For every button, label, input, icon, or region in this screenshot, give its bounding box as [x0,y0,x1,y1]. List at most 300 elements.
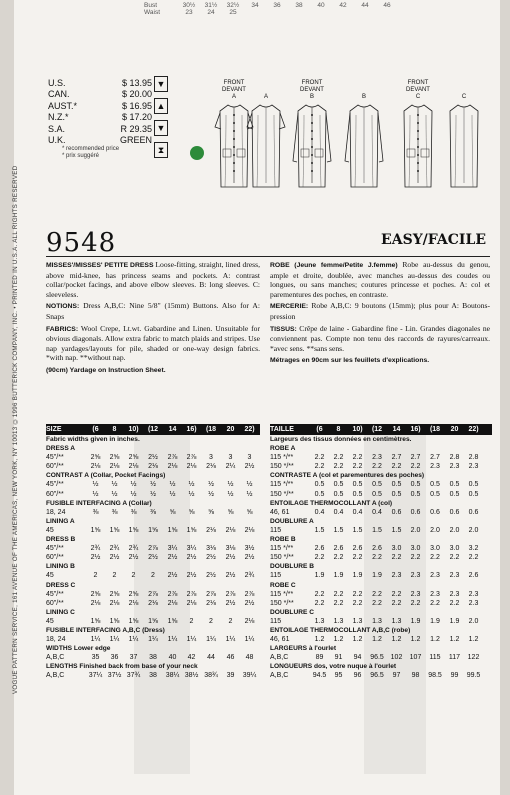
yardage-cell: 0.4 [333,508,344,516]
yardage-cell: 2½ [186,572,197,580]
fabric-width: 150 */** [270,463,294,471]
yardage-cell: 1¼ [244,636,255,644]
yardage-cell: 2.2 [430,554,440,562]
yardage-cell: 2⅛ [186,599,197,607]
table-header [270,424,492,435]
yardage-cell: 1¼ [148,636,158,644]
table-row [46,462,260,471]
yardage-cell: ½ [227,481,234,489]
waist-size: 23 [185,9,193,16]
yardage-cell: 1.2 [410,636,421,644]
yardage-cell: ⅝ [188,508,195,516]
yardage-cell: 102 [390,654,403,662]
yardage-cell: 1⅝ [90,617,101,625]
yardage-cell: 2½ [225,599,236,607]
yardage-cell: 2⅝ [128,454,139,462]
fabric-width: 46, 61 [270,636,290,644]
yardage-cell: 2.2 [333,590,344,598]
fabrics-heading: FABRICS: [46,325,79,333]
yardage-cell: 39 [226,672,235,680]
table-row [270,508,492,517]
column-header: 20 [226,426,235,433]
yardage-cell: 2.3 [430,463,440,471]
yardage-cell: 2½ [225,554,236,562]
yardage-cell: 0.6 [391,508,402,516]
yardage-cell: 0.5 [449,490,460,498]
table-row [270,526,492,535]
yardage-cell: 2.3 [468,463,479,471]
yardage-cell: 2 [228,617,233,625]
table-row [270,553,492,562]
table-row [270,599,492,608]
yardage-cell: 1.2 [430,636,440,644]
section-heading: DOUBLURE B [270,563,314,571]
yardage-cell: 2.8 [468,454,479,462]
yardage-cell: 96.5 [370,654,384,662]
yardage-cell: 1.2 [333,636,344,644]
price-note-fr: * prix suggéré [62,153,100,160]
yardage-cell: 2½ [186,554,197,562]
yardage-cell: 2¾ [128,545,139,553]
dress-drawing-a [246,80,286,190]
pattern-envelope-back [14,0,500,795]
yardage-cell: 1.9 [333,572,344,580]
section-heading: FUSIBLE INTERFACING A (Collar) [46,499,152,507]
yardage-cell: 48 [245,654,254,662]
yardage-cell: 0.5 [391,490,402,498]
column-header: (18 [429,426,441,433]
price-value: $ 20.00 [121,89,152,100]
yardage-cell: 2.2 [391,554,402,562]
yardage-cell: 2.2 [333,463,344,471]
yardage-cell: ½ [169,481,176,489]
yardage-cell: 0.5 [391,481,402,489]
yardage-cell: 3 [247,454,252,462]
yardage-cell: 0.5 [372,490,382,498]
yardage-cell: 2¾ [90,545,101,553]
yardage-cell: ⅝ [227,508,234,516]
yardage-cell: 2⅞ [244,590,255,598]
fabric-width: 45 [46,572,54,580]
yardage-cell: ½ [208,490,214,498]
yardage-cell: 1.2 [314,636,325,644]
table-row [46,544,260,553]
price-country: CAN. [48,89,70,100]
table-row [46,653,260,662]
view-letter: C [415,94,421,100]
price-row [48,89,152,100]
yardage-cell: ½ [208,481,214,489]
fabric-width: A,B,C [46,672,65,680]
yardage-cell: 2⅛ [128,463,139,471]
yardage-cell: 2½ [128,554,139,562]
yardage-cell: 0.5 [449,481,460,489]
column-header: 16) [410,426,421,433]
yardage-cell: 2⅞ [186,454,197,462]
column-header: (12 [371,426,383,433]
yardage-cell: 1.3 [372,617,382,625]
section-heading: LINING C [46,608,75,616]
yardage-cell: 40 [168,654,177,662]
bust-size: 32½ [226,2,240,9]
yardage-table-en [46,424,260,681]
yardage-cell: ½ [246,490,253,498]
bust-label: Bust [144,2,158,9]
yardage-cell: ⅜ [111,508,118,516]
table-row [46,480,260,489]
yardage-cell: 35 [91,654,100,662]
column-header: 14 [392,426,401,433]
section-heading: Fabric widths given in inches. [46,436,140,443]
fabric-width: 45"/** [46,454,64,462]
yardage-cell: 3.0 [391,545,402,553]
column-header: 10) [352,426,363,433]
yardage-cell: 2⅞ [167,454,178,462]
table-row [46,490,260,499]
yardage-cell: 42 [187,654,196,662]
fabric-width: 18, 24 [46,508,66,516]
section-heading: FUSIBLE INTERFACING A,B,C (Dress) [46,626,165,634]
price-value: R 29.35 [120,123,152,134]
yardage-cell: ⅜ [92,508,99,516]
column-header: 22) [244,426,255,433]
fabric-width: 60"/** [46,599,64,607]
yardage-cell: 2.2 [352,554,363,562]
yardage-cell: 2¾ [109,545,120,553]
yardage-cell: 2.3 [372,454,382,462]
yardage-cell: 2.6 [333,545,344,553]
yardage-cell: 1.2 [372,636,382,644]
yardage-cell: 0.5 [410,490,421,498]
bust-size: 38 [295,2,303,9]
table-row [46,553,260,562]
section-heading: LARGEURS à l'ourlet [270,645,337,653]
yardage-cell: 96 [353,672,362,680]
yardage-cell: 2½ [148,454,158,462]
dress-title-fr: ROBE (Jeune femme/Petite J.femme) [270,262,398,269]
dress-sketch [398,101,438,189]
description-en [46,260,260,378]
description-fr [270,260,490,368]
yardage-cell: 2½ [244,554,255,562]
yardage-cell: 2.2 [391,463,402,471]
yardage-cell: 2.2 [352,454,363,462]
yardage-cell: ½ [111,481,118,489]
yardage-cell: 3¼ [167,545,178,553]
view-label-devant [444,87,484,94]
yardage-cell: 1.5 [391,526,402,534]
fabric-width: A,B,C [46,654,65,662]
yardage-cell: ½ [227,490,234,498]
yardage-cell: 2.6 [314,545,325,553]
column-header: 20 [450,426,459,433]
yardage-cell: 2⅞ [186,590,197,598]
view-label-devant: DEVANT [300,87,324,93]
yardage-cell: 1¼ [206,636,216,644]
yardage-cell: 1⅝ [148,526,158,534]
yardage-cell: ½ [169,490,176,498]
fabric-width: 115 */** [270,545,294,553]
yardage-cell: ⅝ [246,508,253,516]
section-heading: LINING A [46,517,75,525]
fabrics-text: Wool Crepe, Lt.wt. Gabardine and Linen. Unsuitable for obvious diagonals. Allow extra fabric to match plaids and stripes. Use nap yardages/layouts for pile, shaded or one-way design fabrics. *with nap. **without nap. [46,323,260,363]
yardage-cell: ½ [246,481,253,489]
yardage-cell: 0.6 [430,508,440,516]
price-list [48,78,152,160]
dress-drawing-c [444,80,484,190]
section-heading: ENTOILAGE THERMOCOLLANT A (col) [270,499,393,507]
yardage-cell: ½ [111,490,118,498]
divider [46,256,490,257]
yardage-cell: 2⅛ [225,526,236,534]
yardage-cell: 2⅛ [186,463,197,471]
yardage-cell: 2⅛ [90,463,101,471]
yardage-cell: 2.3 [468,599,479,607]
yardage-cell: 36 [110,654,119,662]
yardage-cell: 0.6 [410,508,421,516]
fabric-width: 115 */** [270,590,294,598]
yardage-cell: 2⅞ [148,590,158,598]
bust-size: 36 [273,2,281,9]
dress-description: Loose-fitting, straight, lined dress, above mid-knee, has princess seams and pockets. A: contrast collar/pocket facings, and above elbow sleeves. B: long sleeves. C: sleeveless. [46,260,260,299]
yardage-cell: 3 [209,454,213,462]
fabric-width: 45"/** [46,481,64,489]
triangle-up-icon: ▲ [154,98,168,114]
yardage-cell: 0.5 [430,490,440,498]
yardage-cell: 38 [149,654,157,662]
yardage-cell: 2⅝ [90,590,101,598]
yardage-cell: 2½ [90,554,101,562]
view-label-front [344,80,384,87]
yardage-cell: 1.9 [430,617,440,625]
yardage-cell: 2.2 [314,599,325,607]
bust-size: 34 [251,2,259,9]
yardage-cell: 2 [112,572,117,580]
yardage-cell: 2⅝ [109,454,120,462]
yardage-cell: ½ [92,490,99,498]
yardage-cell: 0.5 [352,481,363,489]
view-label-devant: DEVANT [222,87,246,93]
yardage-cell: 2.7 [430,454,440,462]
yardage-cell: 0.5 [468,481,479,489]
price-symbols [154,76,172,164]
fabric-width: A,B,C [270,654,289,662]
yardage-cell: 107 [409,654,422,662]
table-row [270,635,492,644]
bust-row [144,2,494,9]
yardage-cell: 1¼ [128,636,139,644]
green-price-dot [190,146,204,160]
yardage-cell: 2.3 [410,572,421,580]
yardage-cell: 0.6 [449,508,460,516]
yardage-cell: 2.2 [372,590,382,598]
yardage-cell: 98.5 [428,672,442,680]
hourglass-icon: ⧗ [154,142,168,158]
yardage-cell: 2.0 [468,526,479,534]
column-header: 22) [468,426,479,433]
yardage-cell: 2.2 [449,554,460,562]
section-heading: ENTOILAGE THERMOCOLLANT A,B,C (robe) [270,626,411,634]
fabric-width: 115 [270,526,282,534]
yardage-cell: 37¾ [126,672,141,680]
yardage-cell: 2.2 [314,463,325,471]
yardage-cell: 1⅝ [109,617,120,625]
yardage-cell: 1⅝ [148,617,158,625]
yardage-cell: 38 [149,672,157,680]
yardage-cell: 1.9 [449,617,460,625]
yardage-cell: 2 [151,572,155,580]
dress-drawing-c [398,80,438,190]
notions-heading: NOTIONS: [46,303,80,311]
fabric-width: 150 */** [270,490,294,498]
yardage-cell: 1.5 [314,526,325,534]
view-label-front [444,80,484,87]
yardage-cell: 1.5 [352,526,363,534]
yardage-cell: ½ [188,481,195,489]
section-heading: DRESS B [46,536,76,544]
yardage-cell: 2.2 [352,590,363,598]
table-row [46,635,260,644]
yardage-cell: 2.2 [410,463,421,471]
triangle-down-icon: ▼ [154,120,168,136]
yardage-cell: 37 [129,654,138,662]
yardage-cell: 2.2 [314,454,325,462]
yardage-cell: 2.7 [410,454,421,462]
yardage-cell: ⅝ [208,508,214,516]
yardage-cell: 0.5 [314,490,325,498]
yardage-cell: 37½ [107,672,122,680]
fabrics-heading-fr: TISSUS: [270,325,297,333]
yardage-cell: 1.2 [449,636,460,644]
yardage-cell: ⅜ [150,508,156,516]
column-header: 10) [128,426,139,433]
view-letter: B [361,94,366,100]
yardage-cell: 2½ [167,554,178,562]
section-heading: DOUBLURE A [270,517,314,525]
yardage-cell: 2.6 [372,545,382,553]
yardage-cell: 0.5 [333,490,344,498]
bust-size: 40 [317,2,325,9]
yardage-cell: 115 [429,654,441,662]
price-note-en: * recommended price [62,146,120,153]
yardage-cell: 2.2 [333,454,344,462]
fabric-width: 115 */** [270,454,294,462]
yardage-cell: 2.3 [449,463,460,471]
waist-size: 24 [207,9,215,16]
yardage-cell: 3⅛ [225,545,236,553]
yardage-cell: 2.0 [468,617,479,625]
yardage-cell: 2½ [109,554,120,562]
yardage-cell: 3.0 [449,545,460,553]
yardage-note-fr: Métrages en 90cm sur les feuillets d'explications. [270,357,430,365]
table-row [46,671,260,680]
table-row [46,617,260,626]
yardage-cell: 98 [411,672,420,680]
bust-size: 31½ [204,2,218,9]
yardage-cell: 1¼ [225,636,236,644]
yardage-cell: 2.2 [449,599,460,607]
notions-heading-fr: MERCERIE: [270,303,309,311]
table-header [46,424,260,435]
yardage-cell: 2.2 [372,463,382,471]
yardage-cell: 2.6 [352,545,363,553]
yardage-cell: 2⅛ [109,463,120,471]
table-row [270,462,492,471]
view-letter: A [231,94,236,100]
yardage-cell: 2 [209,617,213,625]
yardage-cell: 2.2 [352,599,363,607]
yardage-cell: 96.5 [370,672,384,680]
yardage-cell: 2½ [167,572,178,580]
yardage-cell: 0.4 [314,508,325,516]
yardage-cell: 3¼ [186,545,197,553]
yardage-cell: 1⅝ [90,526,101,534]
yardage-cell: 2⅛ [206,526,216,534]
price-country: AUST.* [48,100,78,111]
yardage-cell: ⅝ [169,508,176,516]
section-heading: ROBE B [270,536,296,544]
yardage-cell: 2.2 [468,554,479,562]
yardage-cell: 1.3 [391,617,402,625]
section-heading: DRESS C [46,581,76,589]
yardage-cell: 0.4 [352,508,363,516]
yardage-cell: 99.5 [466,672,481,680]
yardage-cell: 1¼ [186,636,197,644]
yardage-cell: ½ [188,490,195,498]
price-row [48,112,152,123]
yardage-cell: 2.2 [314,554,325,562]
yardage-cell: ½ [150,481,156,489]
yardage-cell: 1.3 [333,617,344,625]
dress-title: MISSES'/MISSES' PETITE DRESS [46,262,154,269]
column-header: 16) [186,426,197,433]
top-size-strip [144,2,494,16]
yardage-cell: 95 [334,672,343,680]
column-header: SIZE [46,426,62,433]
yardage-cell: ½ [130,490,137,498]
yardage-cell: 1.3 [314,617,325,625]
yardage-cell: 2⅞ [225,590,236,598]
yardage-cell: 1.9 [352,572,363,580]
bust-size: 30½ [182,2,196,9]
yardage-cell: 1.9 [314,572,325,580]
yardage-table-fr [270,424,492,681]
yardage-cell: 2 [93,572,98,580]
yardage-cell: 91 [334,654,343,662]
yardage-cell: 1.2 [468,636,479,644]
yardage-cell: 1.2 [352,636,363,644]
price-value: GREEN [119,135,152,146]
bust-size: 46 [383,2,391,9]
price-value: $ 16.95 [121,100,152,111]
yardage-cell: 0.5 [430,481,440,489]
yardage-cell: 2.2 [410,554,421,562]
yardage-cell: 94.5 [312,672,327,680]
yardage-cell: 3 [228,454,233,462]
fabric-width: 115 [270,617,282,625]
yardage-note: (90cm) Yardage on Instruction Sheet. [46,366,166,374]
yardage-cell: 2⅛ [167,463,178,471]
fabric-width: 115 */** [270,481,294,489]
yardage-cell: 2.0 [430,526,440,534]
yardage-cell: 0.6 [468,508,479,516]
notions-text: Dress A,B,C: Nine 5/8" (15mm) Buttons. Also for A: Snaps [46,301,260,321]
column-header: TAILLE [270,426,294,433]
yardage-cell: 2⅛ [90,599,101,607]
yardage-cell: 94 [353,654,362,662]
yardage-cell: 2⅛ [244,617,255,625]
section-heading: CONTRAST A (Collar, Pocket Facings) [46,472,166,480]
